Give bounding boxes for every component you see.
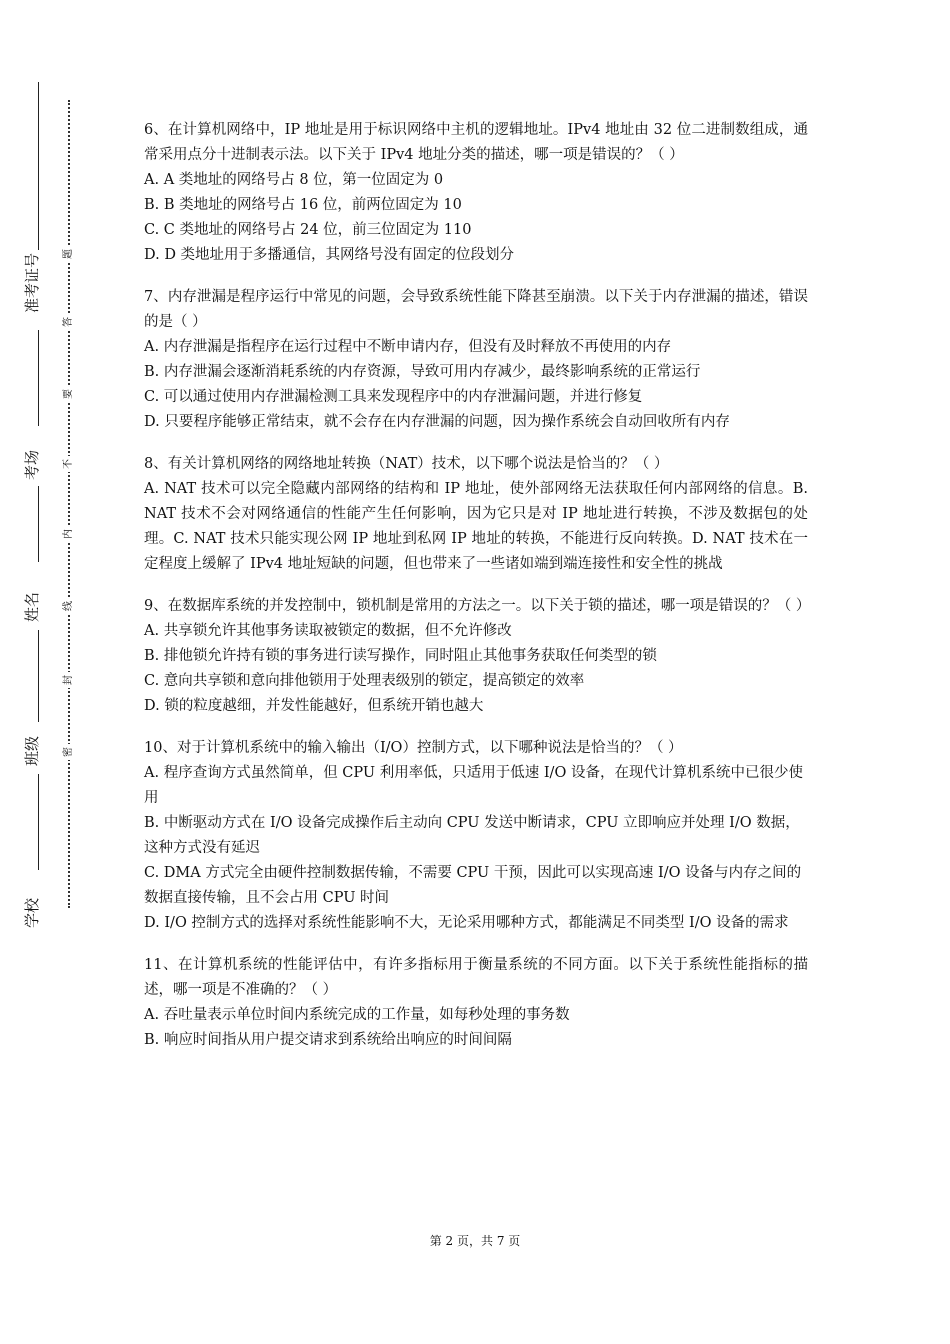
option-a: A. 共享锁允许其他事务读取被锁定的数据，但不允许修改: [144, 623, 512, 639]
seal-char: 答: [61, 314, 77, 330]
school-line: [38, 774, 39, 870]
question-stem: 7、内存泄漏是程序运行中常见的问题，会导致系统性能下降甚至崩溃。以下关于内存泄漏的描述，错误的是（ ）: [144, 289, 808, 330]
question-stem: 11、在计算机系统的性能评估中，有许多指标用于衡量系统的不同方面。以下关于系统性能指标的描述，哪一项是不准确的？（ ）: [144, 957, 808, 998]
exam-room-label: 考场: [23, 449, 41, 480]
option-b: B. B 类地址的网络号占 16 位，前两位固定为 10: [144, 197, 462, 213]
binding-margin: [0, 0, 60, 1344]
question-list: [144, 118, 811, 1070]
seal-char: 题: [61, 246, 77, 262]
option-b: B. 中断驱动方式在 I/O 设备完成操作后主动向 CPU 发送中断请求，CPU 立即响应并处理 I/O 数据，这种方式没有延迟: [144, 815, 800, 856]
question-6: [144, 118, 808, 268]
class-label: 班级: [23, 735, 41, 766]
exam-id-label: 准考证号: [23, 252, 41, 313]
school-label: 学校: [23, 897, 41, 928]
option-c: C. DMA 方式完全由硬件控制数据传输，不需要 CPU 干预，因此可以实现高速 I/O 设备与内存之间的数据直接传输，且不会占用 CPU 时间: [144, 865, 802, 906]
option-d: D. D 类地址用于多播通信，其网络号没有固定的位段划分: [144, 247, 515, 263]
option-c: C. 可以通过使用内存泄漏检测工具来发现程序中的内存泄漏问题，并进行修复: [144, 389, 643, 405]
class-line: [38, 630, 39, 722]
option-c: C. 意向共享锁和意向排他锁用于处理表级别的锁定，提高锁定的效率: [144, 673, 585, 689]
option-b: B. 内存泄漏会逐渐消耗系统的内存资源，导致可用内存减少，最终影响系统的正常运行: [144, 364, 701, 380]
option-d: D. I/O 控制方式的选择对系统性能影响不大，无论采用哪种方式，都能满足不同类型 I/O 设备的需求: [144, 915, 789, 931]
question-9: [144, 594, 811, 719]
question-11: [144, 953, 808, 1053]
dotted-seal-line: [68, 100, 70, 908]
seal-line: [64, 100, 74, 908]
seal-char: 封: [61, 672, 77, 688]
question-8: [144, 452, 808, 577]
option-d: D. 只要程序能够正常结束，就不会存在内存泄漏的问题，因为操作系统会自动回收所有内存: [144, 414, 730, 430]
seal-char: 内: [61, 526, 77, 542]
option-c: C. C 类地址的网络号占 24 位，前三位固定为 110: [144, 222, 472, 238]
exam-id-line: [38, 82, 39, 250]
option-b: B. 响应时间指从用户提交请求到系统给出响应的时间间隔: [144, 1032, 512, 1048]
seal-char: 密: [61, 744, 77, 760]
question-7: [144, 285, 808, 435]
option-a: A. A 类地址的网络号占 8 位，第一位固定为 0: [144, 172, 444, 188]
seal-char: 不: [61, 456, 77, 472]
options-paragraph: A. NAT 技术可以完全隐藏内部网络的结构和 IP 地址，使外部网络无法获取任何内部网络的信息。B. NAT 技术不会对网络通信的性能产生任何影响，因为它只是对 IP 地址进行转换，不涉及数据包的处理。C. NAT 技术只能实现公网 IP 地址到私网 IP 地址的转换，不能进行反向转换。D. NAT 技术在一定程度上缓解了 IPv4 地址短缺的问题，但也带来了一些诸如端到端连接性和安全性的挑战: [144, 481, 808, 572]
exam-room-line: [38, 330, 39, 426]
seal-char: 线: [61, 598, 77, 614]
question-stem: 8、有关计算机网络的网络地址转换（NAT）技术，以下哪个说法是恰当的？（ ）: [144, 456, 669, 472]
question-stem: 10、对于计算机系统中的输入输出（I/O）控制方式，以下哪种说法是恰当的？（ ）: [144, 740, 683, 756]
option-d: D. 锁的粒度越细，并发性能越好，但系统开销也越大: [144, 698, 484, 714]
question-stem: 9、在数据库系统的并发控制中，锁机制是常用的方法之一。以下关于锁的描述，哪一项是错误的？（ ）: [144, 598, 811, 614]
name-line: [38, 486, 39, 562]
option-a: A. 程序查询方式虽然简单，但 CPU 利用率低，只适用于低速 I/O 设备，在现代计算机系统中已很少使用: [144, 765, 803, 806]
option-a: A. 内存泄漏是指程序在运行过程中不断申请内存，但没有及时释放不再使用的内存: [144, 339, 672, 355]
name-label: 姓名: [23, 591, 41, 622]
question-stem: 6、在计算机网络中，IP 地址是用于标识网络中主机的逻辑地址。IPv4 地址由 32 位二进制数组成，通常采用点分十进制表示法。以下关于 IPv4 地址分类的描述，哪一项是错误的？（ ）: [144, 122, 808, 163]
option-a: A. 吞吐量表示单位时间内系统完成的工作量，如每秒处理的事务数: [144, 1007, 570, 1023]
seal-char: 要: [61, 386, 77, 402]
option-b: B. 排他锁允许持有锁的事务进行读写操作，同时阻止其他事务获取任何类型的锁: [144, 648, 657, 664]
question-10: [144, 736, 808, 936]
page-footer: 第 2 页，共 7 页: [429, 1234, 521, 1248]
